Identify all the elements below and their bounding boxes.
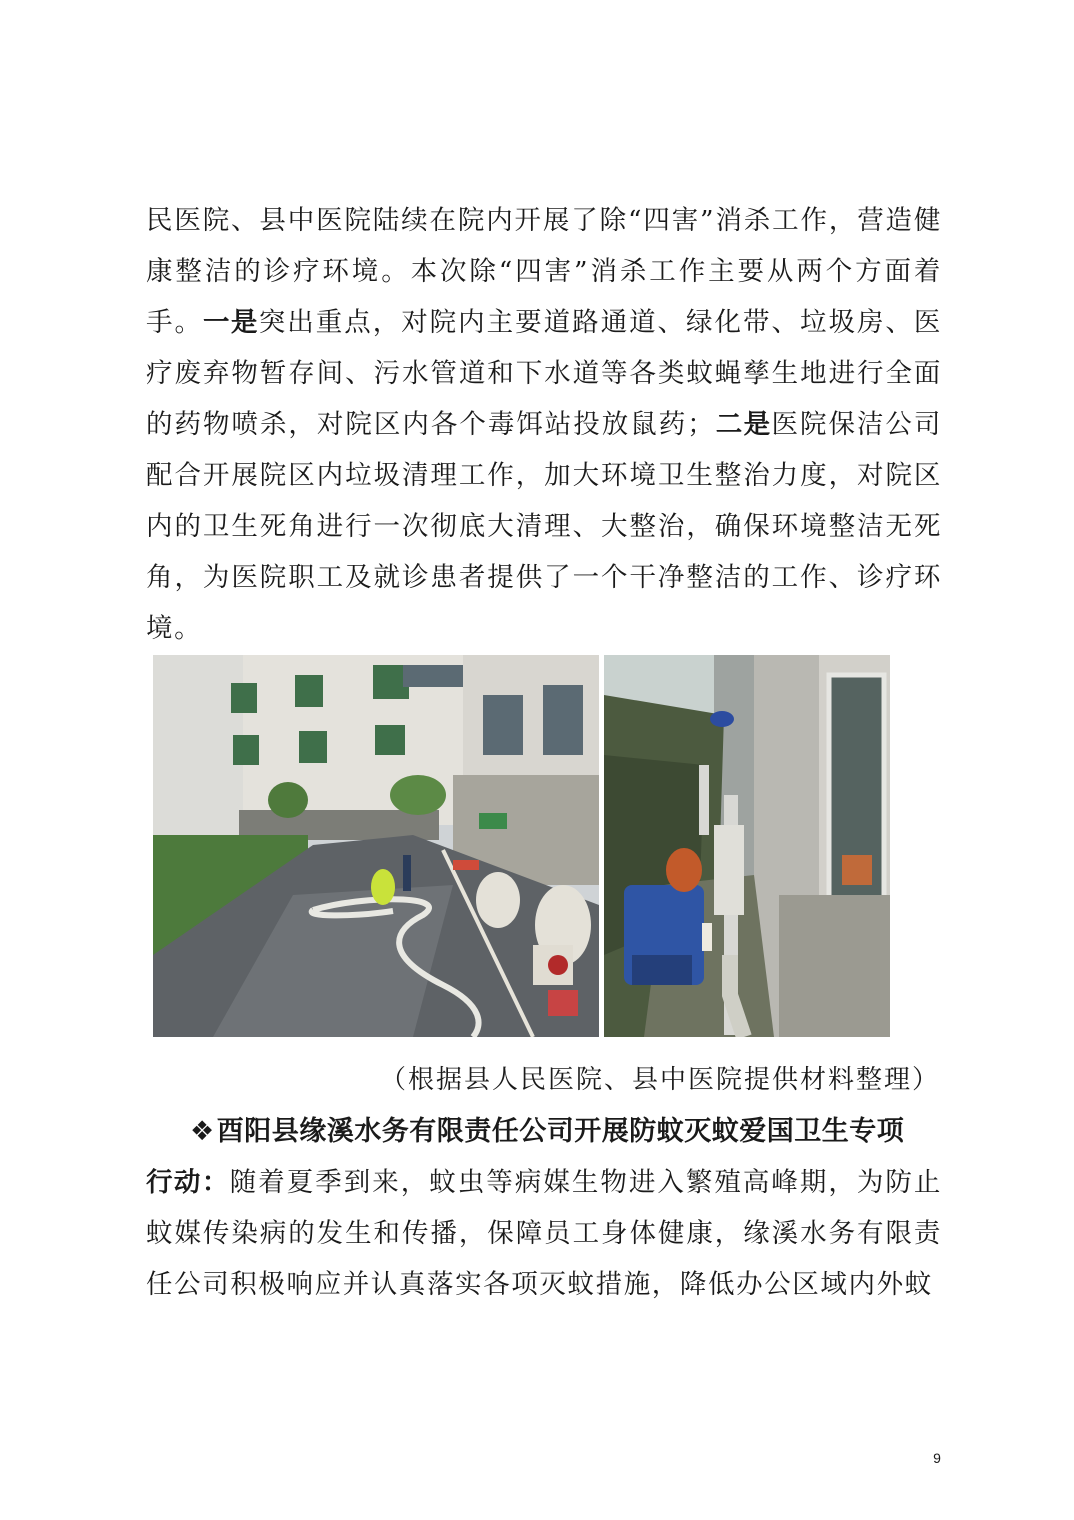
paragraph-text: 医院保洁公司配合开展院区内垃圾清理工作，加大环境卫生整治力度，对院区内的卫生死角进行一次彻底大清理、大整治，确保环境整洁无死角，为医院职工及就诊患者提供了一个干净整洁的工作、诊疗环境。 xyxy=(146,409,942,644)
body-paragraph xyxy=(146,1157,942,1310)
heading-continuation: 行动： xyxy=(146,1167,230,1198)
photo-row xyxy=(153,655,890,1037)
page-number: 9 xyxy=(933,1450,941,1466)
emphasis-label: 二是 xyxy=(715,409,772,440)
bullet-diamond-icon: ❖ xyxy=(190,1116,215,1147)
section-heading xyxy=(190,1106,942,1157)
paragraph-text: 突出重点，对院内主要道路通道、绿化带、垃圾房、医疗废弃物暂存间、污水管道和下水道等各类蚊蝇孳生地进行全面的药物喷杀，对院区内各个毒饵站投放鼠药； xyxy=(146,307,943,440)
photo-caption: （根据县人民医院、县中医院提供材料整理） xyxy=(379,1065,940,1095)
body-paragraph xyxy=(146,195,942,654)
street-scene-image xyxy=(153,655,599,1037)
paragraph-text: 民医院、县中医院陆续在院内开展了除“四害”消杀工作，营造健康整洁的诊疗环境。本次除“四害”消杀工作主要从两个方面着手。 xyxy=(146,205,942,338)
section-heading-text: 酉阳县缘溪水务有限责任公司开展防蚊灭蚊爱国卫生专项 xyxy=(216,1116,905,1147)
paragraph-text: 随着夏季到来，蚊虫等病媒生物进入繁殖高峰期，为防止蚊媒传染病的发生和传播，保障员工身体健康，缘溪水务有限责任公司积极响应并认真落实各项灭蚊措施，降低办公区域内外蚊 xyxy=(146,1167,943,1300)
emphasis-label: 一是 xyxy=(202,307,259,338)
alley-scene-image xyxy=(604,655,890,1037)
hospital-cleaning-photo xyxy=(153,655,599,1037)
alley-cleaning-photo xyxy=(604,655,890,1037)
